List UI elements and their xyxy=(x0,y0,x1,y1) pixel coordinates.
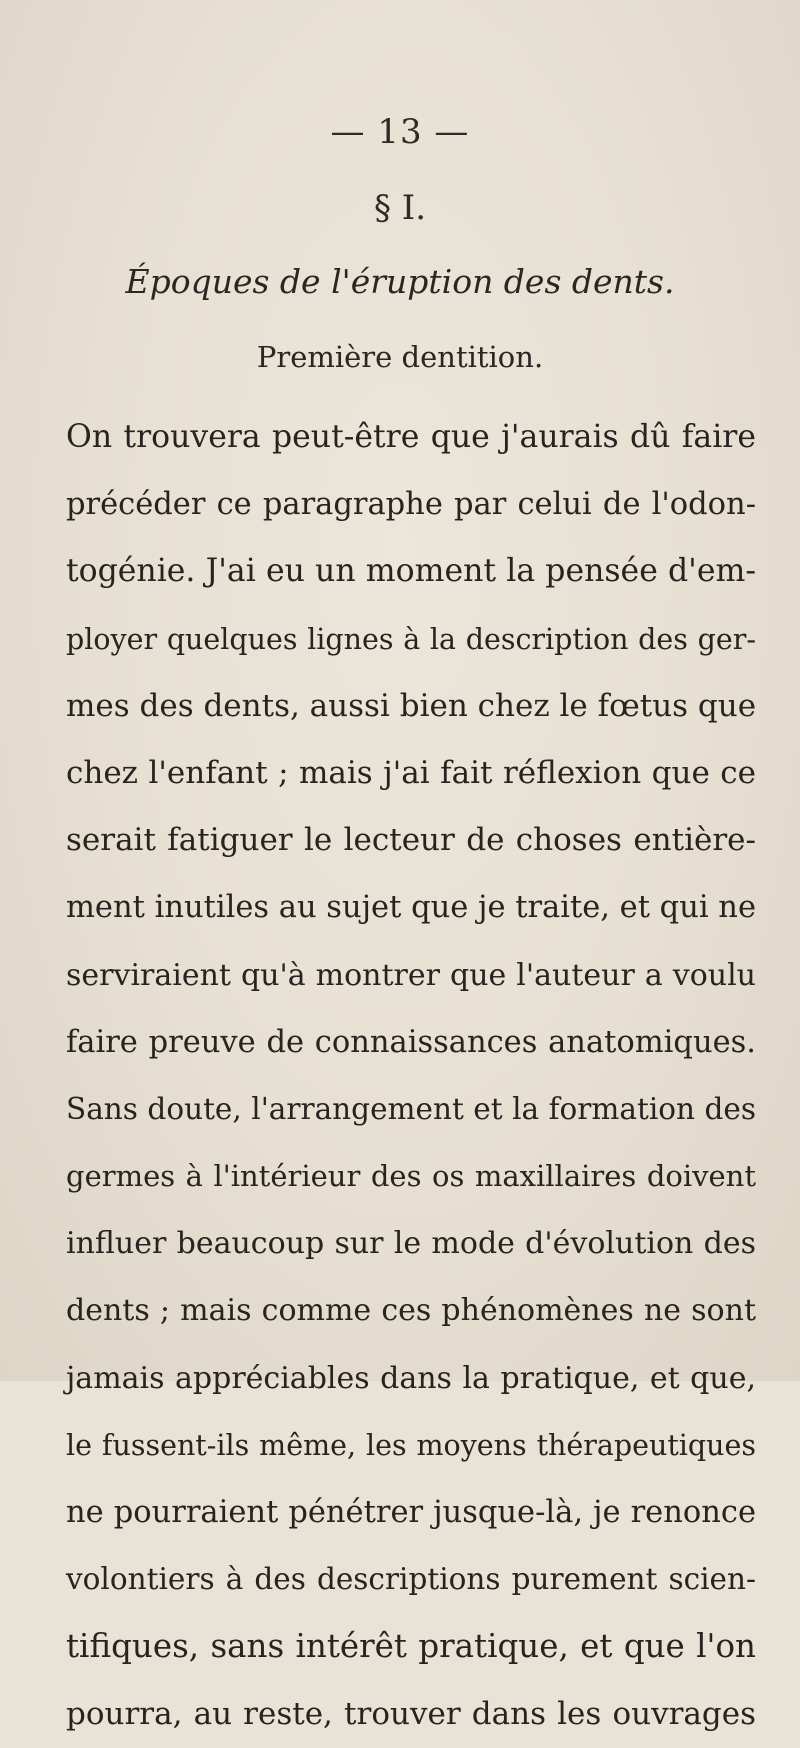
text-line: ment inutiles au sujet que je traite, et qui ne xyxy=(66,890,756,926)
text-line: précéder ce paragraphe par celui de l'odon- xyxy=(66,487,756,523)
text-line: Sans doute, l'arrangement et la formation des xyxy=(66,1091,756,1126)
text-line: ployer quelques lignes à la description des ger- xyxy=(66,622,756,656)
text-line: jamais appréciables dans la pratique, et que, xyxy=(66,1360,756,1396)
body-paragraph xyxy=(66,404,756,1748)
text-line: volontiers à des descriptions purement scien- xyxy=(66,1562,756,1597)
text-line: dents ; mais comme ces phénomènes ne sont xyxy=(66,1293,756,1329)
text-line: On trouvera peut-être que j'aurais dû faire xyxy=(66,419,756,455)
text-line: tifiques, sans intérêt pratique, et que l'on xyxy=(66,1627,756,1666)
text-line: togénie. J'ai eu un moment la pensée d'em- xyxy=(66,553,756,590)
text-line: influer beaucoup sur le mode d'évolution des xyxy=(66,1226,756,1262)
chapter-title: Époques de l'éruption des dents. xyxy=(125,262,675,301)
text-line: chez l'enfant ; mais j'ai fait réflexion que ce xyxy=(66,754,756,791)
text-line: germes à l'intérieur des os maxillaires doivent xyxy=(66,1159,756,1194)
text-line: mes des dents, aussi bien chez le fœtus que xyxy=(66,687,757,724)
text-line: le fussent-ils même, les moyens thérapeutiques xyxy=(66,1428,756,1462)
chapter-subtitle: Première dentition. xyxy=(256,340,544,374)
text-line: faire preuve de connaissances anatomiques. xyxy=(66,1024,756,1060)
text-line: serviraient qu'à montrer que l'auteur a voulu xyxy=(66,957,756,993)
text-line: serait fatiguer le lecteur de choses entière- xyxy=(66,822,756,859)
text-line: ne pourraient pénétrer jusque-là, je renonce xyxy=(66,1495,756,1530)
page-number: — 13 — xyxy=(330,112,470,152)
text-line: pourra, au reste, trouver dans les ouvrages xyxy=(66,1695,756,1732)
section-heading: § I. xyxy=(373,188,427,228)
